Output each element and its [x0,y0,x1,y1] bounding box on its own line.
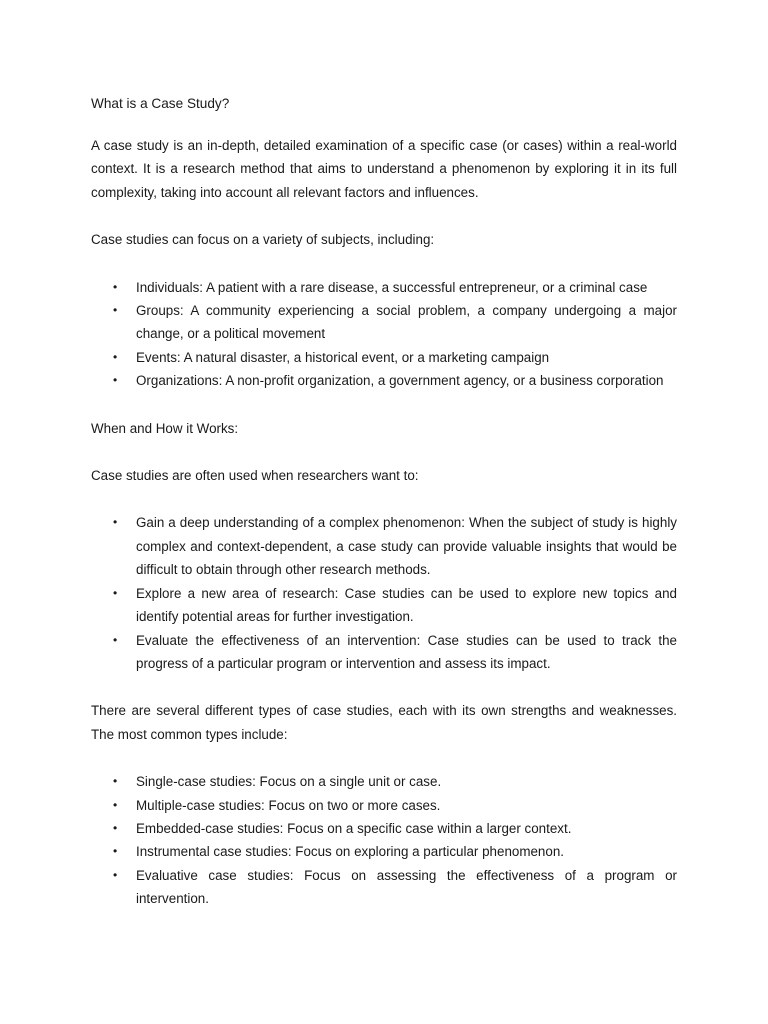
when-heading: When and How it Works: [91,420,239,436]
list-item: • Events: A natural disaster, a historical event, or a marketing campaign [91,346,677,369]
document-body [91,92,677,935]
subjects-list [91,276,677,393]
uses-list [91,511,677,675]
list-item: • Groups: A community experiencing a social problem, a company undergoing a major change, or a political movement [91,299,677,346]
bullet-icon: • [113,844,118,859]
bullet-icon: • [113,632,118,647]
bullet-icon: • [113,585,118,600]
list-item: • Individuals: A patient with a rare disease, a successful entrepreneur, or a criminal case [91,276,677,299]
types-intro: There are several different types of case studies, each with its own strengths and weaknesses. The most common types include: [91,703,677,742]
bullet-icon: • [113,279,118,294]
list-item: • Organizations: A non-profit organization, a government agency, or a business corporation [91,369,677,392]
bullet-icon: • [113,867,118,882]
uses-intro: Case studies are often used when researchers want to: [91,468,419,484]
list-item: • Multiple-case studies: Focus on two or more cases. [91,794,677,817]
bullet-icon: • [113,373,118,388]
bullet-icon: • [113,797,118,812]
types-list [91,770,677,910]
list-item: • Evaluate the effectiveness of an intervention: Case studies can be used to track the progress of a particular program or intervention and assess its impact. [91,629,677,676]
bullet-icon: • [113,303,118,318]
bullet-icon: • [113,820,118,835]
list-item: • Explore a new area of research: Case studies can be used to explore new topics and identify potential areas for further investigation. [91,582,677,629]
bullet-icon: • [113,349,118,364]
list-item: • Embedded-case studies: Focus on a specific case within a larger context. [91,817,677,840]
bullet-icon: • [113,774,118,789]
list-item: • Instrumental case studies: Focus on exploring a particular phenomenon. [91,840,677,863]
list-item: • Single-case studies: Focus on a single unit or case. [91,770,677,793]
list-item: • Gain a deep understanding of a complex phenomenon: When the subject of study is highly complex and context-dependent, a case study can provide valuable insights that would be difficult to obtain through other research methods. [91,511,677,581]
document-title: What is a Case Study? [91,96,230,111]
intro-paragraph: A case study is an in-depth, detailed examination of a specific case (or cases) within a real-world context. It is a research method that aims to understand a phenomenon by exploring it in its full complexity, taking into account all relevant factors and influences. [91,138,677,200]
bullet-icon: • [113,515,118,530]
subjects-intro: Case studies can focus on a variety of subjects, including: [91,232,435,248]
list-item: • Evaluative case studies: Focus on assessing the effectiveness of a program or intervention. [91,864,677,911]
